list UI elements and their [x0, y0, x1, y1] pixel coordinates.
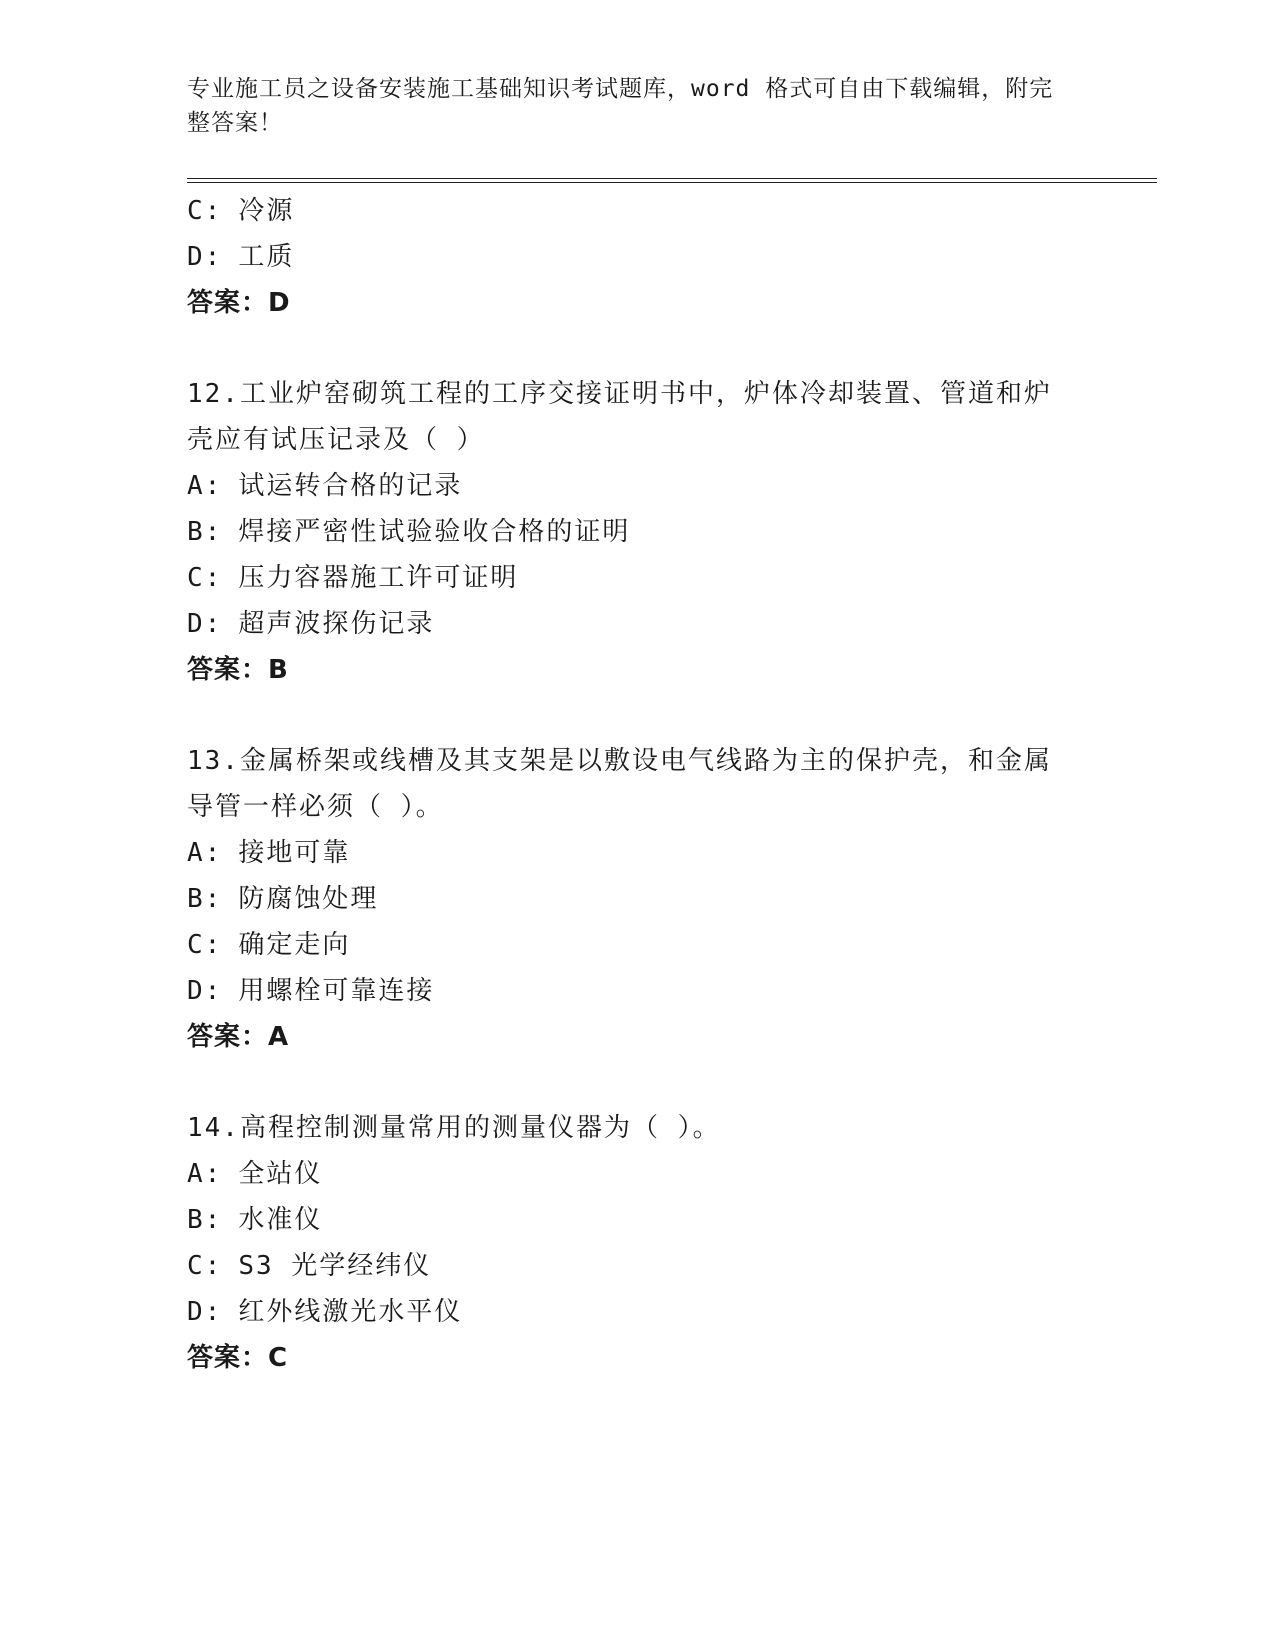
- option-text: 防腐蚀处理: [238, 884, 379, 914]
- option-text: 红外线激光水平仪: [238, 1297, 463, 1327]
- question-13: [187, 738, 1087, 1060]
- option-d: [187, 968, 1087, 1014]
- option-key: D:: [187, 242, 223, 272]
- question-stem: 14.高程控制测量常用的测量仪器为（ ）。: [187, 1113, 721, 1143]
- option-text: 接地可靠: [238, 838, 351, 868]
- option-key: C:: [187, 563, 223, 593]
- option-d: [187, 601, 1087, 647]
- answer-line: 答案：B: [187, 655, 289, 685]
- option-b: [187, 509, 1087, 555]
- option-key: D:: [187, 976, 223, 1006]
- option-a: [187, 830, 1087, 876]
- option-text: 冷源: [238, 196, 295, 226]
- option-a: [187, 1151, 1087, 1197]
- option-key: B:: [187, 884, 223, 914]
- option-text: 全站仪: [238, 1159, 323, 1189]
- answer-line: 答案：A: [187, 1022, 290, 1052]
- option-c: [187, 555, 1087, 601]
- option-c: [187, 922, 1087, 968]
- option-a: [187, 463, 1087, 509]
- option-key: C:: [187, 196, 223, 226]
- document-header: 专业施工员之设备安装施工基础知识考试题库，word 格式可自由下载编辑，附完整答案！: [187, 76, 1054, 136]
- option-key: C:: [187, 1251, 223, 1281]
- option-text: 试运转合格的记录: [238, 471, 463, 501]
- option-text: 用螺栓可靠连接: [238, 976, 435, 1006]
- answer-line: 答案：D: [187, 288, 291, 318]
- option-key: A:: [187, 838, 223, 868]
- option-key: B:: [187, 1205, 223, 1235]
- option-key: A:: [187, 471, 223, 501]
- option-b: [187, 1197, 1087, 1243]
- option-key: A:: [187, 1159, 223, 1189]
- header-divider: [187, 178, 1157, 183]
- option-c: [187, 1243, 1087, 1289]
- option-d: [187, 1289, 1087, 1335]
- question-11-tail: [187, 188, 1087, 326]
- option-key: C:: [187, 930, 223, 960]
- question-12: [187, 371, 1087, 693]
- option-text: 工质: [238, 242, 295, 272]
- question-14: [187, 1105, 1087, 1381]
- option-text: S3 光学经纬仪: [238, 1251, 432, 1281]
- option-b: [187, 876, 1087, 922]
- option-text: 水准仪: [238, 1205, 323, 1235]
- option-text: 超声波探伤记录: [238, 609, 435, 639]
- question-stem: 12.工业炉窑砌筑工程的工序交接证明书中，炉体冷却装置、管道和炉壳应有试压记录及（ ）: [187, 379, 1052, 455]
- answer-line: 答案：C: [187, 1343, 289, 1373]
- question-stem: 13.金属桥架或线槽及其支架是以敷设电气线路为主的保护壳，和金属导管一样必须（ ）。: [187, 746, 1052, 822]
- option-text: 焊接严密性试验验收合格的证明: [238, 517, 631, 547]
- option-c: [187, 188, 1087, 234]
- option-key: B:: [187, 517, 223, 547]
- option-d: [187, 234, 1087, 280]
- option-key: D:: [187, 609, 223, 639]
- option-text: 压力容器施工许可证明: [238, 563, 519, 593]
- option-key: D:: [187, 1297, 223, 1327]
- question-list: [187, 188, 1087, 1381]
- option-text: 确定走向: [238, 930, 351, 960]
